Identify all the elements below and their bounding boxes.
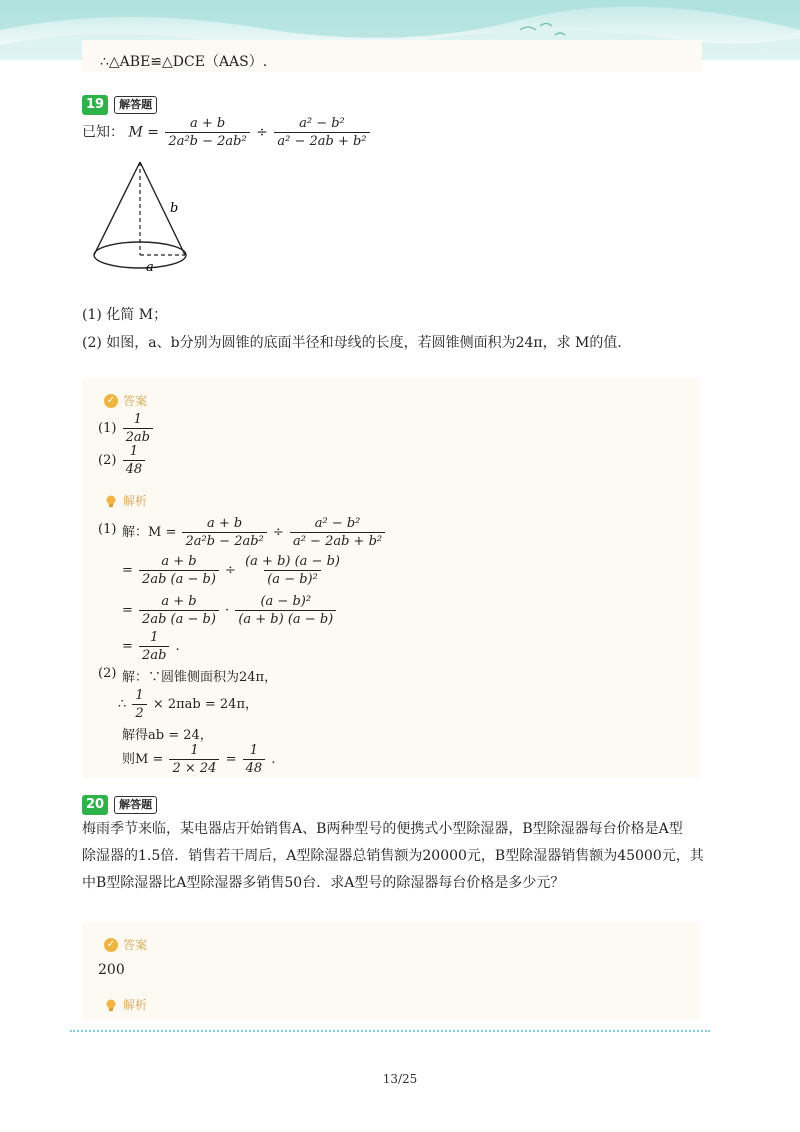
expression: × 2πab = 24π， xyxy=(152,697,258,712)
denominator: (a + b) (a − b) xyxy=(235,610,336,627)
solution-2-label: (2) xyxy=(98,666,117,681)
solution-2-line-2 xyxy=(118,688,258,721)
solution-2-line-3: 解得ab = 24， xyxy=(122,728,213,743)
denominator: 48 xyxy=(123,460,146,477)
divide-sign: ÷ xyxy=(225,563,236,578)
cone-label-b: b xyxy=(170,201,179,216)
fraction xyxy=(123,444,146,477)
solution-step-4 xyxy=(122,630,180,663)
fraction xyxy=(169,743,219,776)
cone-label-a: a xyxy=(146,260,154,275)
question-type: 解答题 xyxy=(114,96,157,114)
solution-step-3 xyxy=(122,594,338,627)
denominator: 2a²b − 2ab² xyxy=(182,532,266,549)
question-number: 19 xyxy=(82,95,108,115)
equals-sign: = xyxy=(225,752,237,767)
denominator: 2ab (a − b) xyxy=(139,570,219,587)
fraction xyxy=(290,516,385,549)
equals-sign: = xyxy=(122,639,133,654)
numerator: a + b xyxy=(161,554,197,569)
fraction xyxy=(139,630,169,663)
divide-sign: ÷ xyxy=(256,124,268,141)
denominator: 2ab (a − b) xyxy=(139,610,219,627)
analysis-tag-label: 解析 xyxy=(123,494,148,508)
bulb-icon xyxy=(104,998,118,1012)
numerator: a + b xyxy=(189,116,226,131)
numerator: (a − b)² xyxy=(260,594,312,609)
check-icon: ✓ xyxy=(104,938,118,952)
fraction xyxy=(123,412,153,445)
solution-2-line-4 xyxy=(122,743,275,776)
fraction xyxy=(165,116,249,149)
question-type: 解答题 xyxy=(114,796,157,814)
denominator: a² − 2ab + b² xyxy=(290,532,385,549)
numerator: 1 xyxy=(249,743,259,758)
fraction xyxy=(235,594,336,627)
cone-figure xyxy=(88,158,198,276)
answer-tag xyxy=(104,392,147,409)
fraction xyxy=(243,743,266,776)
numerator: 1 xyxy=(190,743,199,758)
fraction xyxy=(182,516,266,549)
previous-conclusion: ∴△ABE≌△DCE（AAS）. xyxy=(100,54,268,70)
question-20-line-1: 梅雨季节来临，某电器店开始销售A、B两种型号的便携式小型除湿器，B型除湿器每台价格是A型 xyxy=(82,821,683,837)
numerator: a² − b² xyxy=(314,516,361,531)
question-20-line-3: 中B型除湿器比A型除湿器多销售50台．求A型号的除湿器每台价格是多少元？ xyxy=(82,875,565,891)
analysis-tag xyxy=(104,996,147,1013)
denominator: 2ab xyxy=(123,428,153,445)
period: . xyxy=(175,639,180,654)
therefore-sign: ∴ xyxy=(118,697,127,712)
answer-2 xyxy=(98,444,147,477)
denominator: (a − b)² xyxy=(264,570,321,587)
numerator: a + b xyxy=(207,516,243,531)
answer-tag-label: 答案 xyxy=(123,394,148,408)
fraction xyxy=(139,594,219,627)
solution-step-1 xyxy=(122,516,387,549)
divider xyxy=(70,1030,710,1032)
numerator: 1 xyxy=(133,412,142,427)
m-equals: M = xyxy=(128,124,159,141)
answer-tag-label: 答案 xyxy=(123,938,148,952)
denominator: 48 xyxy=(243,759,266,776)
fraction xyxy=(132,688,146,721)
numerator: a + b xyxy=(161,594,197,609)
answer-label: (1) xyxy=(98,421,117,436)
part-1: (1) 化简 M； xyxy=(82,307,168,323)
numerator: 1 xyxy=(150,630,159,645)
analysis-tag xyxy=(104,492,147,509)
equals-sign: = xyxy=(122,603,133,618)
fraction xyxy=(274,116,369,149)
question-number: 20 xyxy=(82,795,108,815)
given-prefix: 已知： xyxy=(82,124,124,141)
check-icon: ✓ xyxy=(104,394,118,408)
denominator: 2 xyxy=(132,704,146,721)
denominator: a² − 2ab + b² xyxy=(274,132,369,149)
part-2: (2) 如图，a、b分别为圆锥的底面半径和母线的长度，若圆锥侧面积为24π，求 M的值． xyxy=(82,335,632,351)
bulb-icon xyxy=(104,494,118,508)
divide-sign: ÷ xyxy=(272,525,284,540)
denominator: 2 × 24 xyxy=(169,759,219,776)
question-20-header xyxy=(82,795,157,815)
given-expression xyxy=(82,116,372,149)
denominator: 2a²b − 2ab² xyxy=(165,132,249,149)
question-19-header xyxy=(82,95,157,115)
numerator: (a + b) (a − b) xyxy=(245,554,340,569)
multiply-dot: · xyxy=(225,603,230,618)
solution-prefix: 解：M = xyxy=(122,525,177,540)
then-m-equals: 则M = xyxy=(122,752,164,767)
answer-tag xyxy=(104,936,147,953)
analysis-tag-label: 解析 xyxy=(123,998,148,1012)
solution-2-line-1: 解：∵圆锥侧面积为24π， xyxy=(122,670,278,685)
period: . xyxy=(271,752,276,767)
answer-box-20 xyxy=(82,922,700,1020)
fraction xyxy=(242,554,343,587)
denominator: 2ab xyxy=(139,646,169,663)
fraction xyxy=(139,554,219,587)
answer-1 xyxy=(98,412,155,445)
numerator: 1 xyxy=(135,688,144,703)
numerator: a² − b² xyxy=(299,116,345,131)
numerator: 1 xyxy=(129,444,138,459)
answer-value: 200 xyxy=(98,962,125,978)
page-number: 13/25 xyxy=(382,1072,418,1086)
answer-label: (2) xyxy=(98,453,117,468)
equals-sign: = xyxy=(122,563,133,578)
question-20-line-2: 除湿器的1.5倍．销售若干周后，A型除湿器总销售额为20000元，B型除湿器销售额为45000元，其 xyxy=(82,848,704,864)
solution-1-label: (1) xyxy=(98,522,117,537)
solution-step-2 xyxy=(122,554,345,587)
